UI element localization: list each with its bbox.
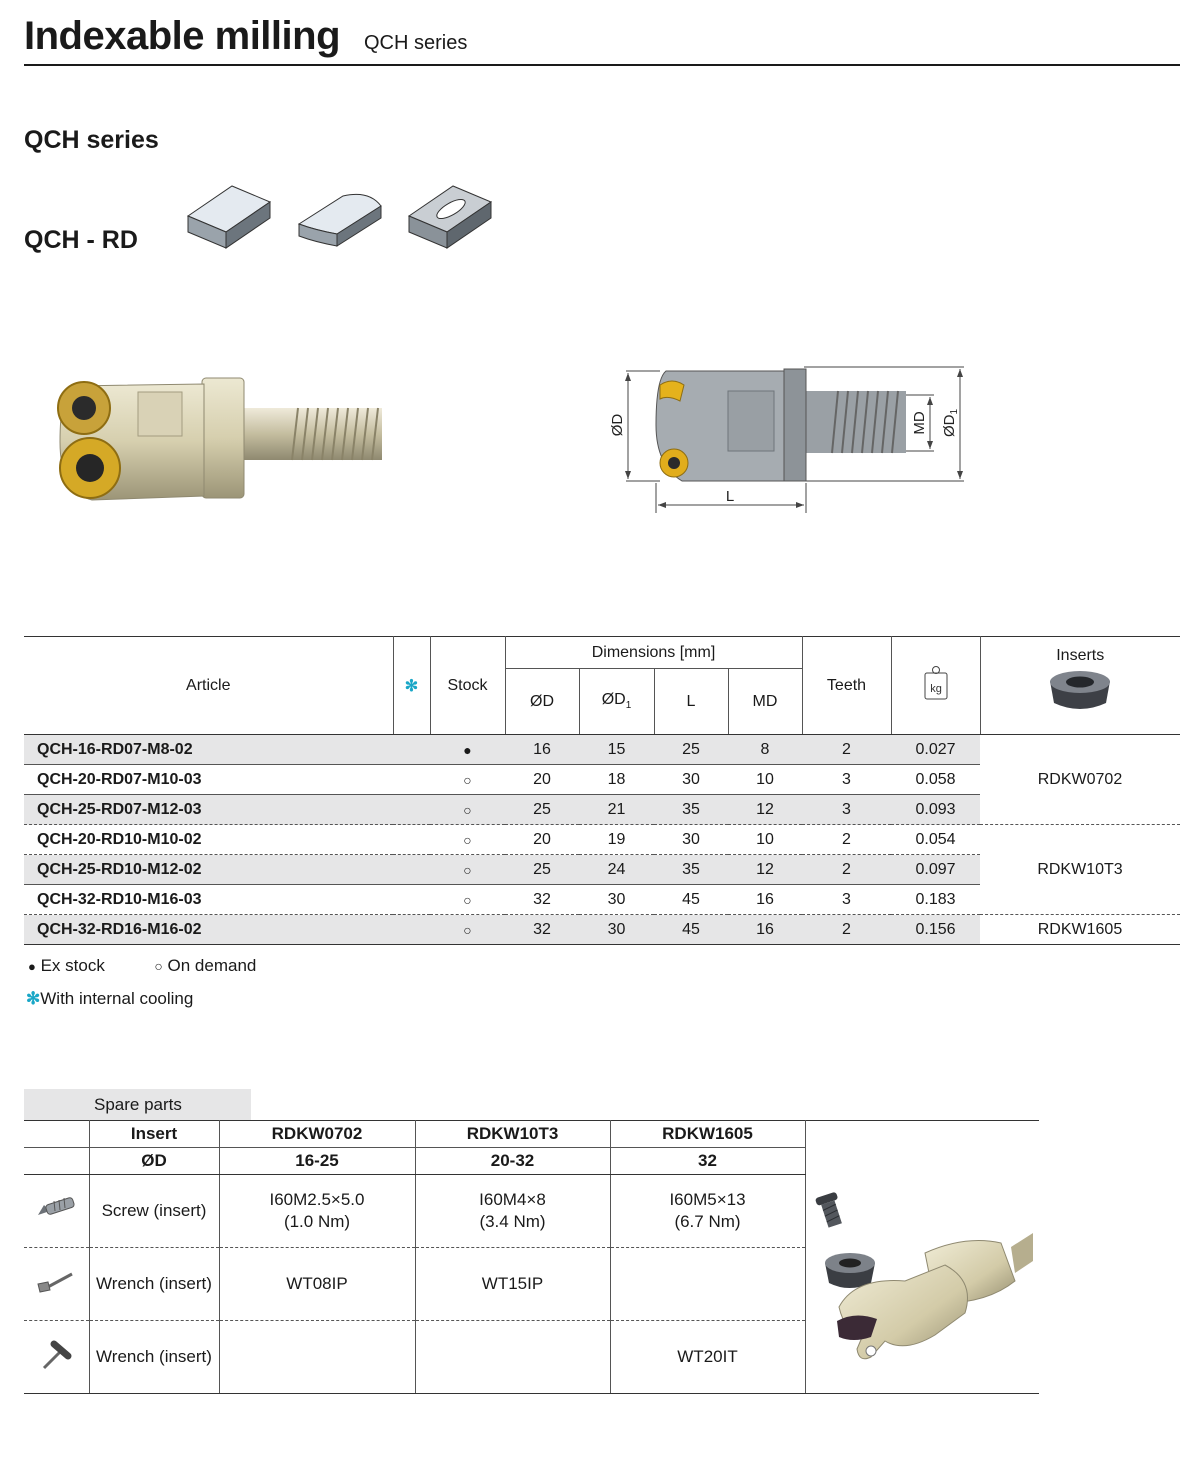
spare-head-d: ØD xyxy=(89,1148,219,1175)
cell-d: 16 xyxy=(505,735,579,765)
cell-d1: 21 xyxy=(579,795,654,825)
cell-md: 8 xyxy=(728,735,802,765)
spare-head-insert: Insert xyxy=(89,1121,219,1148)
cell-article: QCH-32-RD10-M16-03 xyxy=(24,885,393,915)
cooling-icon: ✻ xyxy=(26,989,41,1008)
spare-head-rdkw0702: RDKW0702 xyxy=(219,1121,415,1148)
cell-md: 16 xyxy=(728,915,802,945)
table-row xyxy=(24,825,1180,855)
header-dimensions: Dimensions [mm] xyxy=(505,637,802,669)
cell-cooling xyxy=(393,735,430,765)
cell-d: 20 xyxy=(505,825,579,855)
svg-text:kg: kg xyxy=(929,683,942,695)
header-inserts: Inserts xyxy=(980,637,1180,735)
rounded-block-icon xyxy=(297,180,385,250)
header-l: L xyxy=(654,669,728,735)
cell-stock: ○ xyxy=(430,765,505,795)
cell-article: QCH-20-RD10-M10-02 xyxy=(24,825,393,855)
cell-stock: ○ xyxy=(430,915,505,945)
cell-stock: ○ xyxy=(430,855,505,885)
cell-cooling xyxy=(393,825,430,855)
cell-article: QCH-25-RD07-M12-03 xyxy=(24,795,393,825)
legend-on-demand: On demand xyxy=(167,956,257,975)
cell-d1: 30 xyxy=(579,915,654,945)
tool-photo-image xyxy=(52,372,392,502)
cell-cooling xyxy=(393,915,430,945)
spare-row-wrench: Wrench (insert) WT08IP WT15IP xyxy=(24,1248,1039,1321)
cell-article: QCH-32-RD16-M16-02 xyxy=(24,915,393,945)
spare-head-rdkw10t3: RDKW10T3 xyxy=(415,1121,610,1148)
cell-l: 30 xyxy=(654,765,728,795)
screw-icon xyxy=(24,1175,89,1248)
cell-cooling xyxy=(393,885,430,915)
cell-d: 25 xyxy=(505,795,579,825)
wrench-icon xyxy=(24,1248,89,1321)
legend-cooling: ✻With internal cooling xyxy=(26,989,194,1008)
table-row xyxy=(24,735,1180,765)
cell-d1: 30 xyxy=(579,885,654,915)
md-label: MD xyxy=(911,411,928,435)
diameter-label: ØD xyxy=(609,413,626,437)
cell-teeth: 3 xyxy=(802,885,891,915)
cell-d1: 24 xyxy=(579,855,654,885)
header-d1: $ØD_1$ xyxy=(579,669,654,735)
cell-l: 35 xyxy=(654,795,728,825)
cell-md: 12 xyxy=(728,855,802,885)
page-header xyxy=(24,14,1180,66)
section-title: QCH series xyxy=(24,126,159,154)
insert-group-1: RDKW10T3 xyxy=(980,825,1180,915)
cell-l: 25 xyxy=(654,735,728,765)
cell-l: 45 xyxy=(654,915,728,945)
header-article: Article xyxy=(24,637,393,735)
cell-weight: 0.027 xyxy=(891,735,980,765)
insert-image xyxy=(1044,665,1116,715)
cell-teeth: 3 xyxy=(802,795,891,825)
cell-article: QCH-20-RD07-M10-03 xyxy=(24,765,393,795)
spare-row-t-wrench: Wrench (insert) WT20IT xyxy=(24,1321,1039,1394)
cell-md: 10 xyxy=(728,765,802,795)
cell-d: 25 xyxy=(505,855,579,885)
cell-d: 20 xyxy=(505,765,579,795)
cell-md: 12 xyxy=(728,795,802,825)
cell-weight: 0.156 xyxy=(891,915,980,945)
header-weight-icon xyxy=(891,637,980,735)
cell-cooling xyxy=(393,855,430,885)
cell-teeth: 2 xyxy=(802,825,891,855)
cell-d: 32 xyxy=(505,915,579,945)
cell-teeth: 3 xyxy=(802,765,891,795)
cell-weight: 0.093 xyxy=(891,795,980,825)
slotted-block-icon xyxy=(407,180,495,250)
header-stock: Stock xyxy=(430,637,505,735)
header-md: MD xyxy=(728,669,802,735)
page-subtitle: QCH series xyxy=(364,32,468,54)
cell-teeth: 2 xyxy=(802,855,891,885)
header-d: ØD xyxy=(505,669,579,735)
table-row xyxy=(24,915,1180,945)
spare-parts-tab: Spare parts xyxy=(24,1089,251,1120)
cell-d1: 15 xyxy=(579,735,654,765)
length-label: L xyxy=(725,488,735,505)
cell-md: 16 xyxy=(728,885,802,915)
t-wrench-icon xyxy=(24,1321,89,1394)
cell-stock: ● xyxy=(430,735,505,765)
cell-article: QCH-25-RD10-M12-02 xyxy=(24,855,393,885)
cell-cooling xyxy=(393,795,430,825)
cell-md: 10 xyxy=(728,825,802,855)
cell-article: QCH-16-RD07-M8-02 xyxy=(24,735,393,765)
cell-d1: 18 xyxy=(579,765,654,795)
insert-group-0: RDKW0702 xyxy=(980,735,1180,825)
cell-weight: 0.097 xyxy=(891,855,980,885)
dimension-drawing xyxy=(600,355,980,520)
cell-stock: ○ xyxy=(430,885,505,915)
legend-ex-stock: Ex stock xyxy=(40,956,105,975)
cell-d: 32 xyxy=(505,885,579,915)
d1-label: $ØD_1$ xyxy=(941,408,960,438)
cell-l: 30 xyxy=(654,825,728,855)
cell-stock: ○ xyxy=(430,795,505,825)
cell-weight: 0.183 xyxy=(891,885,980,915)
cell-l: 45 xyxy=(654,885,728,915)
spare-parts-table: Insert RDKW0702 RDKW10T3 RDKW1605 ØD 16-25 20-32 32 Screw (insert) I60M2.5×5.0 (1.0 Nm) I60M4×8 (3.4 Nm) I60M5×13 (6.7 Nm) Wrench (insert) WT08IP WT15IP Wrench (insert) WT20IT xyxy=(24,1120,1039,1394)
cell-cooling xyxy=(393,765,430,795)
insert-group-2: RDKW1605 xyxy=(980,915,1180,945)
product-title: QCH - RD xyxy=(24,226,138,254)
cell-l: 35 xyxy=(654,855,728,885)
cell-d1: 19 xyxy=(579,825,654,855)
page-title: Indexable milling xyxy=(24,14,341,58)
article-table xyxy=(24,636,1180,945)
cell-teeth: 2 xyxy=(802,915,891,945)
spare-head-rdkw1605: RDKW1605 xyxy=(610,1121,805,1148)
steel-block-icon xyxy=(186,180,274,250)
cell-stock: ○ xyxy=(430,825,505,855)
header-teeth: Teeth xyxy=(802,637,891,735)
header-cooling-icon: ✻ xyxy=(393,637,430,735)
exploded-assembly-image xyxy=(815,1185,1040,1385)
cell-teeth: 2 xyxy=(802,735,891,765)
spare-row-screw: Screw (insert) I60M2.5×5.0 (1.0 Nm) I60M4×8 (3.4 Nm) I60M5×13 (6.7 Nm) xyxy=(24,1175,1039,1248)
cell-weight: 0.054 xyxy=(891,825,980,855)
cell-weight: 0.058 xyxy=(891,765,980,795)
legend-stock: ● Ex stock ○ On demand xyxy=(28,956,257,975)
